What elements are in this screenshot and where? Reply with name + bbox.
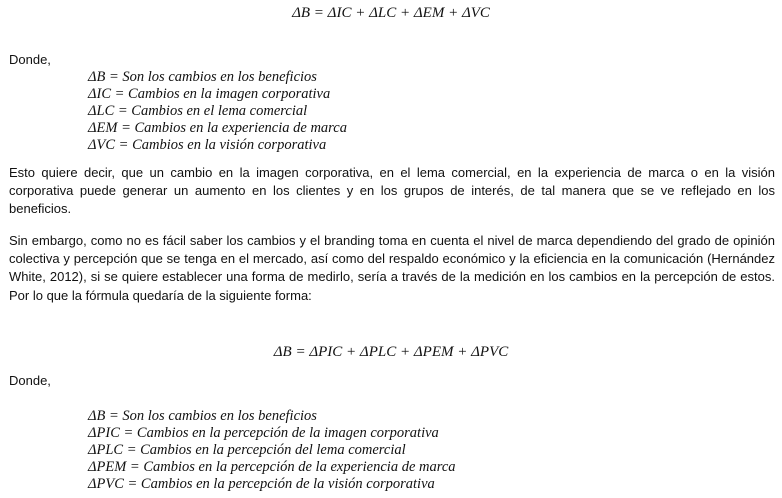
definition-item: ΔLC = Cambios en el lema comercial xyxy=(88,103,308,120)
paragraph-branding: Sin embargo, como no es fácil saber los cambios y el branding toma en cuenta el nivel de marca dependiendo del grado de opinión colectiva y percepción que se tenga en el mercado, así como del respaldo económico y la eficiencia en la comunicación (Hernández White, 2012), si se quiere establecer una forma de medirlo, sería a través de la medición en los cambios en la percepción de estos. Por lo que la fórmula quedaría de la siguiente forma: xyxy=(9,233,775,303)
definition-list-2 xyxy=(88,408,456,493)
definition-item: ΔB = Son los cambios en los beneficios xyxy=(88,69,317,85)
definition-item: ΔEM = Cambios en la experiencia de marca xyxy=(88,120,347,137)
equation-perception-change: ΔB = ΔPIC + ΔPLC + ΔPEM + ΔPVC xyxy=(273,344,509,360)
definition-list-1 xyxy=(88,69,347,154)
paragraph-explanation: Esto quiere decir, que un cambio en la imagen corporativa, en el lema comercial, en la experiencia de marca o en la visión corporativa puede generar un aumento en los clientes y en los grupos de interés, de tal manera que se ve reflejado en los beneficios. xyxy=(9,165,775,217)
definition-item: ΔB = Son los cambios en los beneficios xyxy=(88,408,317,424)
definition-item: ΔPVC = Cambios en la percepción de la visión corporativa xyxy=(88,476,435,493)
equation-benefits-change: ΔB = ΔIC + ΔLC + ΔEM + ΔVC xyxy=(292,5,490,21)
definition-item: ΔPLC = Cambios en la percepción del lema comercial xyxy=(88,442,406,459)
definition-item: ΔPEM = Cambios en la percepción de la experiencia de marca xyxy=(88,459,456,476)
definition-item: ΔVC = Cambios en la visión corporativa xyxy=(88,137,327,154)
definition-item: ΔIC = Cambios en la imagen corporativa xyxy=(88,86,331,103)
definition-item: ΔPIC = Cambios en la percepción de la imagen corporativa xyxy=(88,425,439,442)
donde-label: Donde, xyxy=(9,52,51,67)
donde-label: Donde, xyxy=(9,373,51,388)
